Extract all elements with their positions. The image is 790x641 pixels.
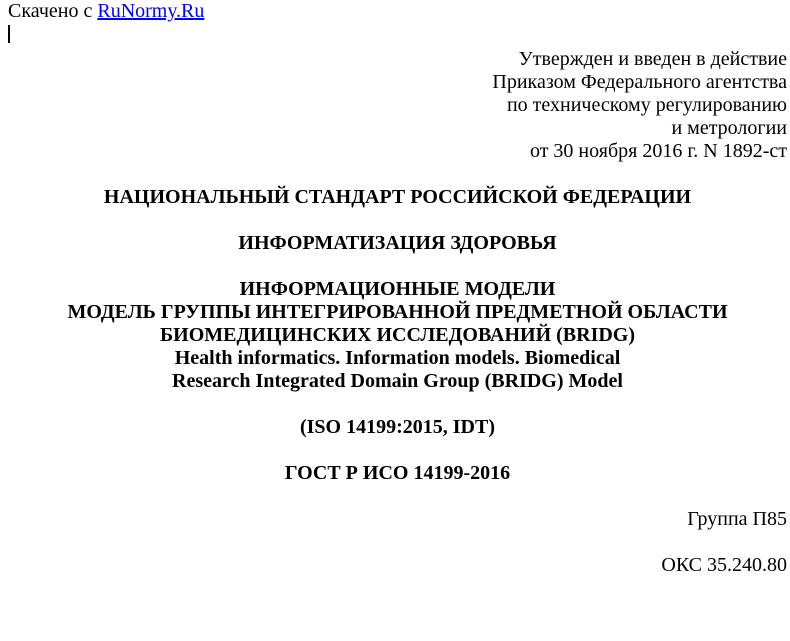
title-en-line: Health informatics. Information models. Biomedical	[174, 347, 621, 369]
title-en-line: Research Integrated Domain Group (BRIDG) Model	[172, 370, 623, 392]
approval-line: по техническому регулированию	[506, 94, 787, 116]
approval-block	[8, 48, 787, 163]
source-prefix: Скачено с	[8, 0, 98, 22]
iso-reference: (ISO 14199:2015, IDT)	[299, 416, 495, 438]
text-cursor	[8, 25, 10, 43]
title-ru-line: МОДЕЛЬ ГРУППЫ ИНТЕГРИРОВАННОЙ ПРЕДМЕТНОЙ ОБЛАСТИ	[67, 301, 728, 323]
subseries-heading: ИНФОРМАЦИОННЫЕ МОДЕЛИ	[239, 278, 556, 300]
approval-line: от 30 ноября 2016 г. N 1892-ст	[529, 140, 787, 162]
title-en	[8, 347, 787, 393]
source-link[interactable]: RuNormy.Ru	[97, 0, 205, 22]
source-note	[8, 0, 787, 23]
title-ru	[8, 301, 787, 347]
series-heading: ИНФОРМАТИЗАЦИЯ ЗДОРОВЬЯ	[238, 232, 557, 254]
approval-line: и метрологии	[671, 117, 787, 139]
classification-group: Группа П85	[687, 508, 787, 530]
standard-designation: ГОСТ Р ИСО 14199-2016	[284, 462, 511, 484]
approval-line: Приказом Федерального агентства	[492, 71, 787, 93]
approval-line: Утвержден и введен в действие	[518, 48, 787, 70]
national-standard-heading: НАЦИОНАЛЬНЫЙ СТАНДАРТ РОССИЙСКОЙ ФЕДЕРАЦИИ	[103, 186, 692, 208]
classification-oks: ОКС 35.240.80	[661, 554, 787, 576]
title-ru-line: БИОМЕДИЦИНСКИХ ИССЛЕДОВАНИЙ (BRIDG)	[159, 324, 636, 346]
cursor-line	[8, 25, 787, 48]
